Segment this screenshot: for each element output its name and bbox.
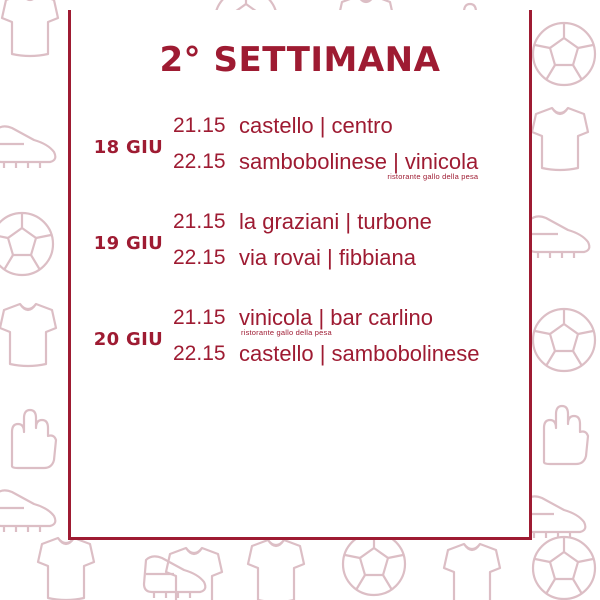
table-row — [173, 340, 529, 374]
team-sponsor-note: ristorante gallo della pesa — [241, 328, 332, 338]
match-list — [173, 110, 529, 184]
table-row — [173, 148, 529, 182]
match-list — [173, 206, 529, 280]
schedule-list — [71, 110, 529, 398]
match-teams-wrapper — [239, 148, 478, 182]
match-list — [173, 302, 529, 376]
day-block — [71, 206, 529, 280]
match-teams: sambobolinese | vinicola — [239, 149, 479, 174]
match-teams: via rovai | fibbiana — [239, 245, 416, 270]
day-block — [71, 110, 529, 184]
match-teams: castello | sambobolinese — [239, 341, 480, 366]
table-row — [173, 208, 529, 242]
table-row — [173, 244, 529, 278]
match-time: 21.15 — [173, 210, 226, 233]
table-row — [173, 304, 529, 338]
match-time: 22.15 — [173, 342, 226, 365]
match-teams: vinicola | bar carlino — [239, 305, 434, 330]
table-row — [173, 112, 529, 146]
day-block — [71, 302, 529, 376]
match-time: 21.15 — [173, 114, 226, 137]
schedule-card — [68, 10, 532, 540]
match-teams-wrapper — [239, 304, 433, 338]
day-label: 18 GIU — [93, 136, 163, 158]
match-teams: castello | centro — [239, 113, 393, 138]
day-label: 20 GIU — [93, 328, 163, 350]
match-time: 22.15 — [173, 150, 226, 173]
match-teams: la graziani | turbone — [239, 209, 432, 234]
team-sponsor-note: ristorante gallo della pesa — [387, 172, 479, 182]
match-time: 21.15 — [173, 306, 226, 329]
match-time: 22.15 — [173, 246, 226, 269]
page-title: 2° SETTIMANA — [159, 40, 441, 80]
day-label: 19 GIU — [93, 232, 163, 254]
